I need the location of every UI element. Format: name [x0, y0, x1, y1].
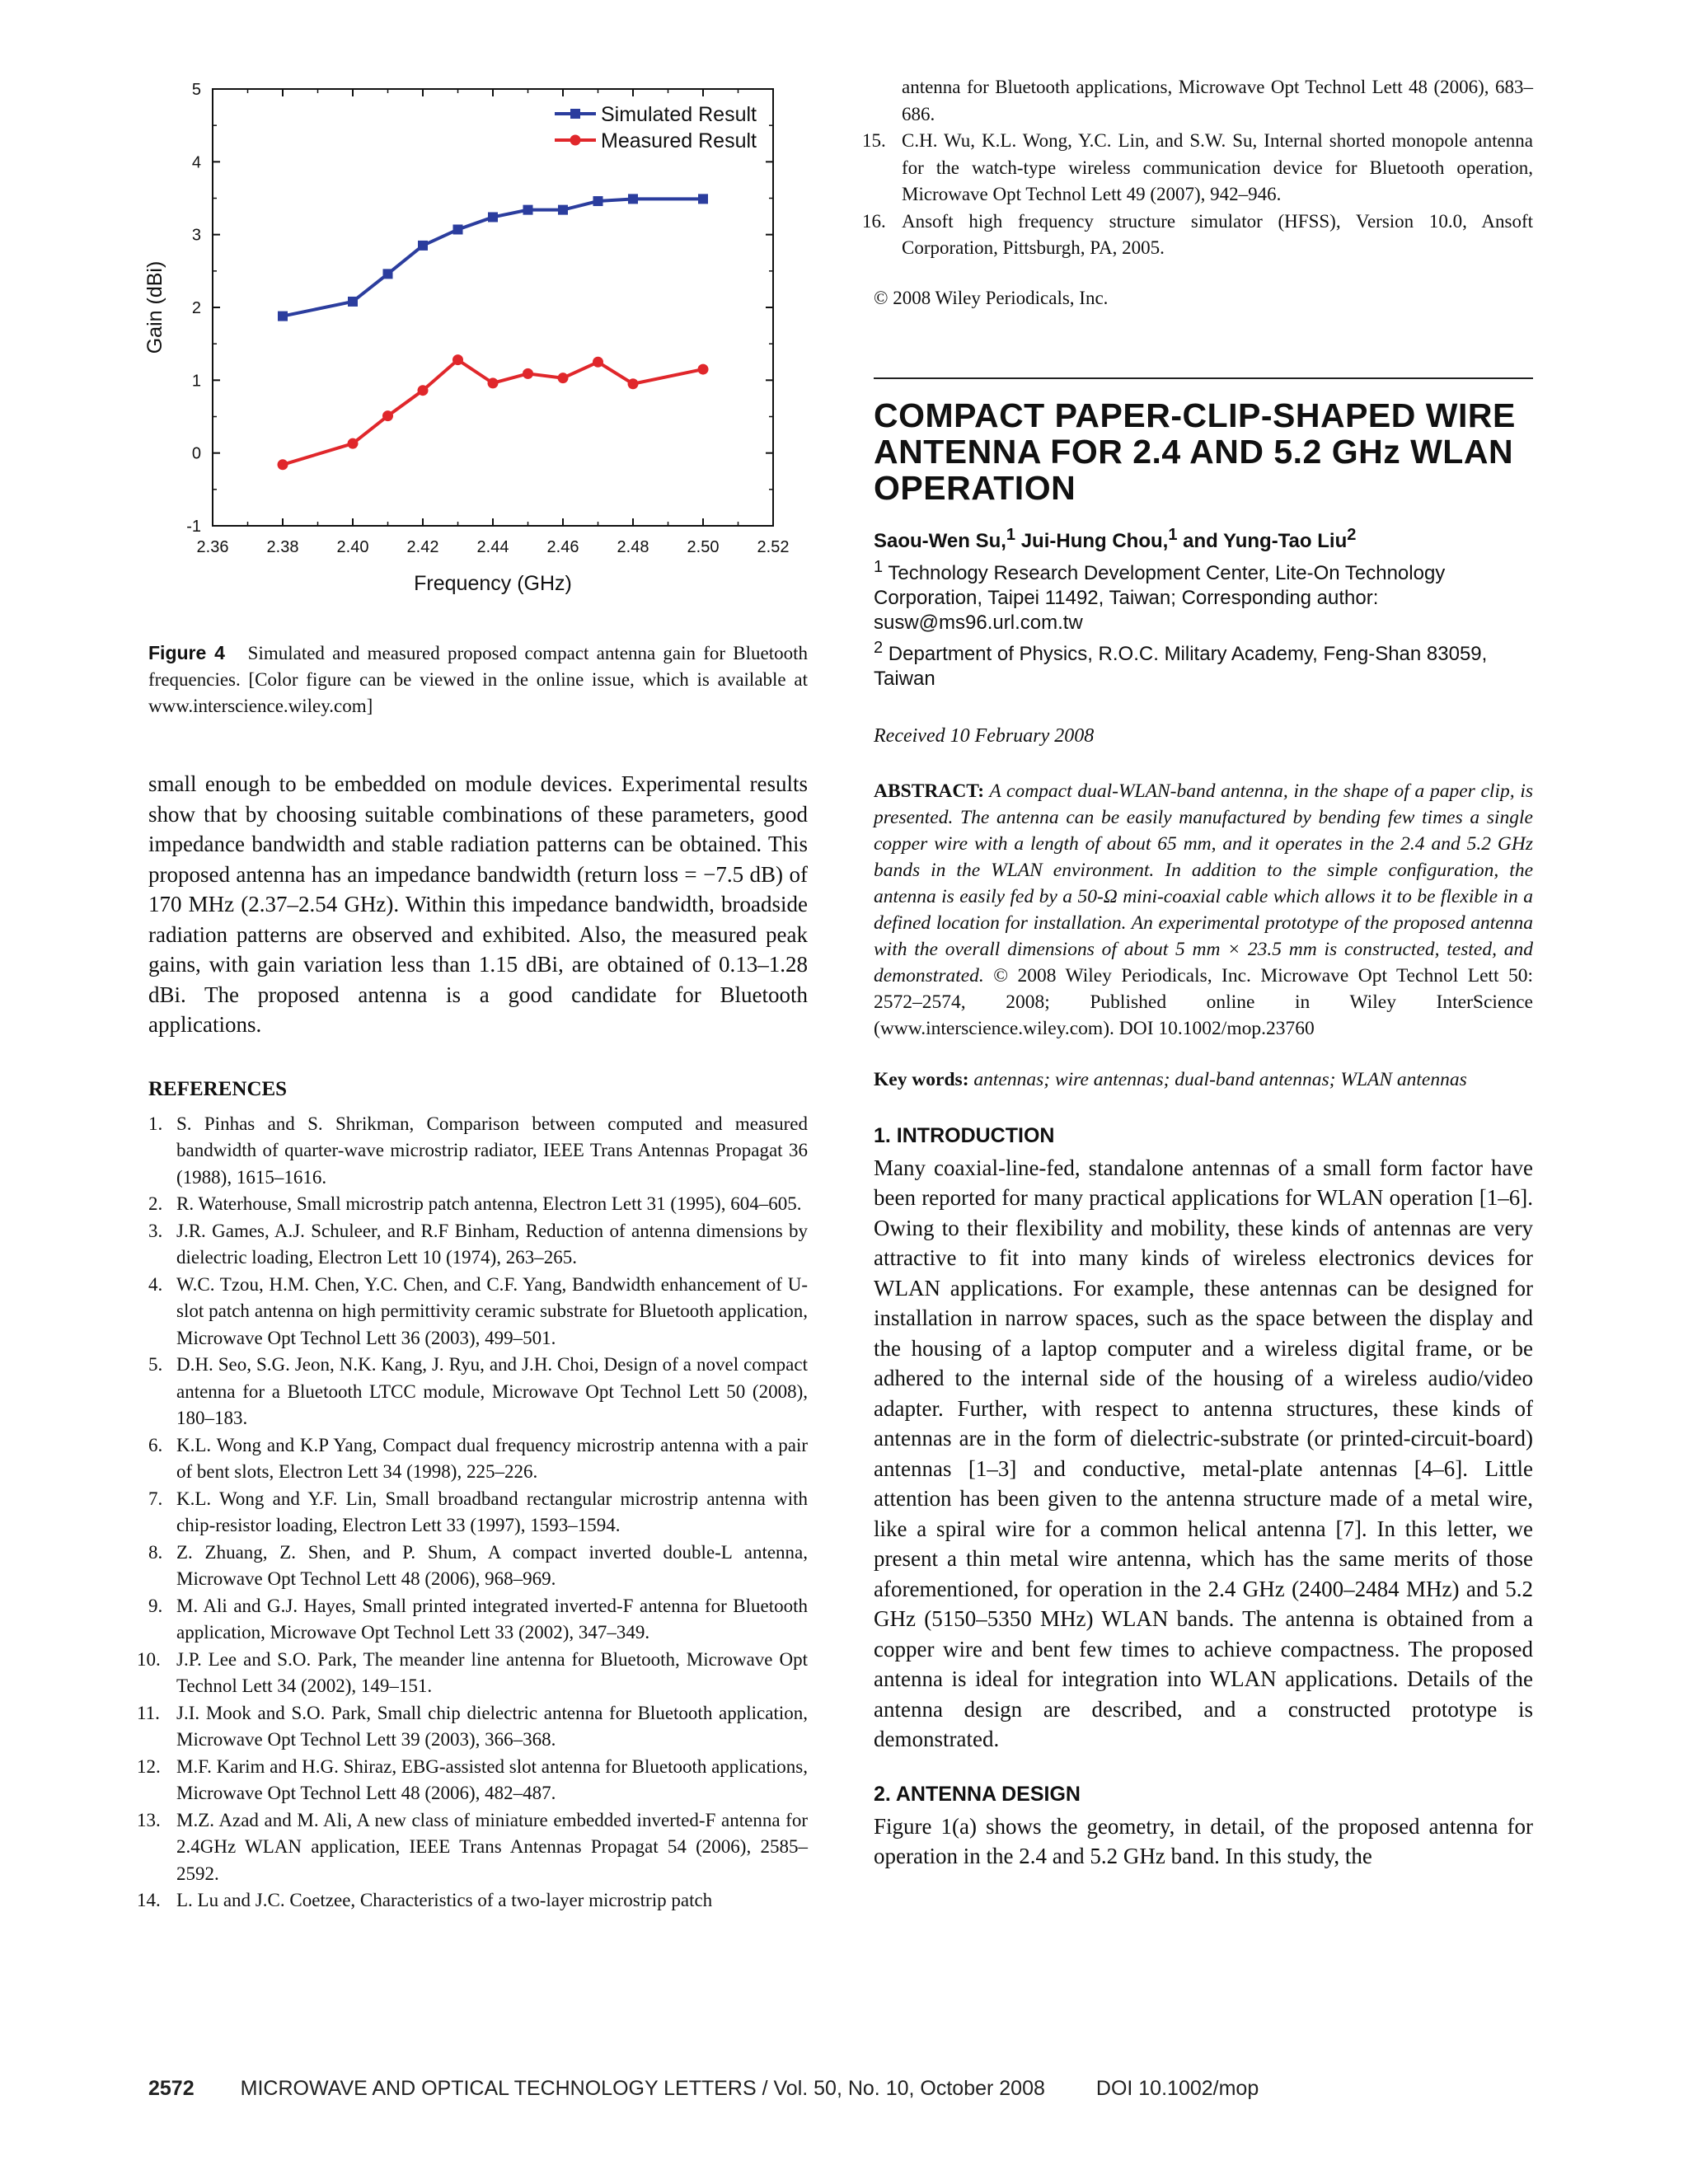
y-tick-label: 1 [191, 372, 201, 391]
reference-item [148, 1218, 808, 1272]
reference-text: M. Ali and G.J. Hayes, Small printed integrated inverted-F antenna for Bluetooth application, Microwave Opt Technol Lett 33 (2002), 347–349. [176, 1595, 808, 1643]
affiliation-2 [874, 635, 1533, 691]
reference-item [137, 1700, 808, 1754]
data-point-measured [348, 438, 359, 449]
data-point-measured [558, 373, 569, 383]
reference-item [148, 1593, 808, 1647]
reference-item [137, 1807, 808, 1888]
x-tick-label: 2.50 [687, 538, 720, 556]
reference-text: L. Lu and J.C. Coetzee, Characteristics of a two-layer microstrip patch [176, 1890, 713, 1910]
reference-text: M.F. Karim and H.G. Shiraz, EBG-assisted slot antenna for Bluetooth applications, Microwave Opt Technol Lett 48 (2006), 482–487. [176, 1755, 808, 1803]
x-axis-label: Frequency (GHz) [414, 572, 572, 595]
legend-marker [570, 135, 581, 146]
x-tick-label: 2.46 [546, 538, 579, 556]
right-column [862, 74, 1533, 1872]
affiliation-2-sup: 2 [874, 639, 884, 657]
article-authors [874, 526, 1533, 553]
reference-number: 15. [862, 130, 886, 151]
data-point-simulated [488, 212, 498, 222]
data-point-measured [418, 385, 429, 396]
x-tick-label: 2.52 [757, 538, 790, 556]
figure-4-caption [148, 640, 808, 719]
reference-text: K.L. Wong and K.P Yang, Compact dual frequency microstrip antenna with a pair of bent slots, Electron Lett 34 (1998), 225–226. [176, 1434, 808, 1482]
reference-text: S. Pinhas and S. Shrikman, Comparison between computed and measured bandwidth of quarter-wave microstrip radiator, IEEE Trans Antennas Propagat 36 (1988), 1615–1616. [176, 1113, 808, 1188]
gain-chart [138, 74, 798, 602]
data-point-simulated [278, 312, 288, 321]
footer-doi: DOI 10.1002/mop [1095, 2077, 1259, 2100]
reference-item [862, 128, 1533, 209]
copyright-notice: © 2008 Wiley Periodicals, Inc. [874, 287, 1109, 308]
data-point-measured [593, 357, 603, 368]
data-point-measured [628, 378, 639, 389]
reference-list [137, 1111, 808, 1915]
data-point-simulated [593, 196, 603, 206]
left-column [137, 74, 809, 1915]
data-point-simulated [453, 224, 463, 234]
reference-item [137, 1647, 808, 1700]
x-tick-label: 2.36 [196, 538, 229, 556]
x-tick-label: 2.48 [617, 538, 649, 556]
reference-text: C.H. Wu, K.L. Wong, Y.C. Lin, and S.W. Su, Internal shorted monopole antenna for the watch-type wireless communication device for Bluetooth operation, Microwave Opt Technol Lett 49 (2007), 942–946. [902, 130, 1533, 204]
reference-list-continued [862, 74, 1533, 262]
page-footer [148, 2077, 1259, 2101]
reference-number: 16. [862, 210, 886, 232]
reference-text: J.R. Games, A.J. Schuleer, and R.F Binham, Reduction of antenna dimensions by dielectric loading, Electron Lett 10 (1974), 263–265. [176, 1220, 808, 1268]
data-point-measured [382, 410, 393, 421]
reference-number: 7. [148, 1488, 163, 1509]
reference-item [148, 1111, 808, 1192]
affiliation-2-text: Department of Physics, R.O.C. Military Academy, Feng-Shan 83059, Taiwan [874, 643, 1488, 690]
keywords-text: antennas; wire antennas; dual-band antennas; WLAN antennas [968, 1068, 1467, 1090]
data-point-measured [452, 354, 463, 365]
reference-item [148, 1272, 808, 1352]
reference-text: D.H. Seo, S.G. Jeon, N.K. Kang, J. Ryu, and J.H. Choi, Design of a novel compact antenna for a Bluetooth LTCC module, Microwave Opt Technol Lett 50 (2008), 180–183. [176, 1354, 808, 1428]
reference-text: W.C. Tzou, H.M. Chen, Y.C. Chen, and C.F. Yang, Bandwidth enhancement of U-slot patch antenna on high permittivity ceramic substrate for Bluetooth application, Microwave Opt Technol Lett 36 (2003), 499–501. [176, 1273, 808, 1348]
data-point-measured [698, 364, 709, 375]
reference-number: 13. [137, 1809, 161, 1830]
reference-number: 4. [148, 1273, 163, 1295]
keywords-label: Key words: [874, 1068, 969, 1090]
x-tick-label: 2.42 [406, 538, 439, 556]
author-2-sup: 1 [1168, 526, 1178, 544]
data-point-measured [278, 459, 288, 470]
data-point-measured [488, 377, 499, 388]
data-point-measured [523, 368, 533, 379]
reference-number: 6. [148, 1434, 163, 1455]
reference-text: Z. Zhuang, Z. Shen, and P. Shum, A compact inverted double-L antenna, Microwave Opt Technol Lett 48 (2006), 968–969. [176, 1541, 808, 1589]
section-1-heading: 1. INTRODUCTION [874, 1123, 1055, 1147]
data-point-simulated [558, 205, 568, 215]
reference-number: 12. [137, 1755, 161, 1777]
data-point-simulated [523, 205, 533, 215]
affiliation-1-text: Technology Research Development Center, Lite-On Technology Corporation, Taipei 11492, Taiwan; Corresponding author: susw@ms96.url.com.tw [874, 562, 1446, 634]
legend-marker [570, 109, 580, 119]
author-3-sup: 2 [1347, 526, 1357, 544]
page-number: 2572 [148, 2077, 195, 2100]
x-tick-label: 2.40 [336, 538, 369, 556]
y-tick-label: 4 [191, 153, 201, 172]
reference-item [148, 1540, 808, 1593]
data-point-simulated [418, 241, 428, 251]
reference-text: K.L. Wong and Y.F. Lin, Small broadband rectangular microstrip antenna with chip-resistor loading, Electron Lett 33 (1997), 1593–1594. [176, 1488, 808, 1535]
reference-item [148, 1486, 808, 1540]
abstract-text: A compact dual-WLAN-band antenna, in the shape of a paper clip, is presented. The antenna can be easily manufactured by bending few times a single copper wire with a length of about 65 mm, and it operates in the 2.4 and 5.2 GHz bands in the WLAN environment. In addition to the simple configuration, the antenna is easily fed by a 50-Ω mini-coaxial cable which allows it to be flexible in a defined location for installation. An experimental prototype of the proposed antenna with the overall dimensions of about 5 mm × 23.5 mm is constructed, tested, and demonstrated. [874, 780, 1533, 987]
reference-text: R. Waterhouse, Small microstrip patch antenna, Electron Lett 31 (1995), 604–605. [176, 1193, 802, 1214]
reference-text: J.I. Mook and S.O. Park, Small chip dielectric antenna for Bluetooth application, Microwave Opt Technol Lett 39 (2003), 366–368. [176, 1702, 808, 1750]
reference-text: M.Z. Azad and M. Ali, A new class of miniature embedded inverted-F antenna for 2.4GHz WLAN application, IEEE Trans Antennas Propagat 54 (2006), 2585–2592. [176, 1809, 808, 1884]
reference-text: J.P. Lee and S.O. Park, The meander line antenna for Bluetooth, Microwave Opt Technol Lett 34 (2002), 149–151. [176, 1648, 808, 1696]
reference-item [137, 1754, 808, 1807]
article-title: COMPACT PAPER-CLIP-SHAPED WIRE ANTENNA FOR 2.4 AND 5.2 GHz WLAN OPERATION [874, 396, 1516, 507]
affiliation-1-sup: 1 [874, 558, 884, 576]
reference-item [862, 209, 1533, 262]
abstract [874, 778, 1533, 1042]
y-tick-label: 3 [191, 226, 201, 245]
section-1-body: Many coaxial-line-fed, standalone antennas of a small form factor have been reported for many practical applications for WLAN operation [1–6]. Owing to their flexibility and mobility, these kinds of antennas are very attractive to fit into many kinds of wireless electronics devices for WLAN applications. For example, these antennas can be designed for installation in narrow spaces, such as the space between the display and the housing of a laptop computer and a wireless digital frame, or be adhered to the internal side of the housing of a wireless audio/video adapter. Further, with respect to antenna structures, these kinds of antennas are in the form of dielectric-substrate (or printed-circuit-board) antennas [1–3] and conductive, metal-plate antennas [4–6]. Little attention has been given to the antenna structure made of a metal wire, like a spiral wire for a common helical antenna [7]. In this letter, we present a thin metal wire antenna, which has the same merits of those aforementioned, for operation in the 2.4 GHz (2400–2484 MHz) and 5.2 GHz (5150–5350 MHz) WLAN bands. The antenna is obtained from a copper wire and bent few times to achieve compactness. The proposed antenna is ideal for integration into WLAN applications. Details of the antenna design are described, and a constructed prototype is demonstrated. [874, 1155, 1533, 1751]
reference-number: 11. [137, 1702, 160, 1723]
author-1-sup: 1 [1006, 526, 1016, 544]
x-tick-label: 2.44 [476, 538, 509, 556]
data-point-simulated [628, 194, 638, 204]
affiliation-1 [874, 555, 1533, 635]
data-point-simulated [698, 194, 708, 204]
series-line-2 [283, 360, 703, 465]
figure-label: Figure 4 [148, 642, 225, 663]
section-2-body: Figure 1(a) shows the geometry, in detail, of the proposed antenna for operation in the 2.4 and 5.2 GHz band. In this study, the [874, 1813, 1533, 1868]
author-1: Saou-Wen Su, [874, 530, 1006, 552]
reference-number: 9. [148, 1595, 163, 1616]
data-point-simulated [383, 269, 393, 279]
figure-caption-text: Simulated and measured proposed compact antenna gain for Bluetooth frequencies. [Color figure can be viewed in the online issue, which is available at www.interscience.wiley.com] [148, 643, 809, 716]
reference-text: Ansoft high frequency structure simulator (HFSS), Version 10.0, Ansoft Corporation, Pittsburgh, PA, 2005. [902, 210, 1533, 258]
reference-item [148, 1352, 808, 1432]
reference-number: 10. [137, 1648, 161, 1670]
reference-number: 2. [148, 1193, 163, 1214]
reference-item [148, 1432, 808, 1486]
reference-number: 8. [148, 1541, 163, 1563]
y-tick-label: -1 [186, 518, 201, 536]
reference-number: 1. [148, 1113, 163, 1134]
reference-item [874, 74, 1533, 128]
abstract-citation: © 2008 Wiley Periodicals, Inc. Microwave Opt Technol Lett 50: 2572–2574, 2008; Published online in Wiley InterScience (www.interscience.wiley.com). DOI 10.1002/mop.23760 [874, 964, 1533, 1039]
reference-number: 14. [137, 1890, 161, 1910]
author-3: and Yung-Tao Liu [1177, 530, 1348, 552]
keywords [874, 1066, 1533, 1093]
reference-text: antenna for Bluetooth applications, Microwave Opt Technol Lett 48 (2006), 683–686. [902, 77, 1533, 124]
legend-label: Simulated Result [601, 103, 757, 126]
received-date: Received 10 February 2008 [874, 725, 1095, 747]
author-2: Jui-Hung Chou, [1015, 530, 1169, 552]
y-axis-label: Gain (dBi) [143, 260, 166, 354]
reference-item [137, 1887, 808, 1915]
reference-number: 5. [148, 1354, 163, 1375]
y-tick-label: 5 [191, 81, 201, 99]
references-heading: REFERENCES [148, 1077, 288, 1100]
abstract-label: ABSTRACT: [874, 780, 985, 802]
y-tick-label: 0 [191, 444, 201, 463]
x-tick-label: 2.38 [266, 538, 299, 556]
y-tick-label: 2 [191, 299, 201, 317]
section-divider [874, 377, 1533, 379]
journal-name: MICROWAVE AND OPTICAL TECHNOLOGY LETTERS / Vol. 50, No. 10, October 2008 [240, 2077, 1045, 2100]
reference-number: 3. [148, 1220, 163, 1241]
data-point-simulated [348, 297, 358, 307]
references-section [137, 1077, 808, 1915]
legend-label: Measured Result [601, 129, 757, 152]
body-paragraph-left: small enough to be embedded on module devices. Experimental results show that by choosing suitable combinations of these parameters, good impedance bandwidth and stable radiation patterns can be obtained. This proposed antenna has an impedance bandwidth (return loss = −7.5 dB) of 170 MHz (2.37–2.54 GHz). Within this impedance bandwidth, broadside radiation patterns are observed and exhibited. Also, the measured peak gains, with gain variation less than 1.15 dBi, are obtained of 0.13–1.28 dBi. The proposed antenna is a good candidate for Bluetooth applications. [148, 771, 808, 1037]
reference-item [148, 1191, 808, 1218]
section-2-heading: 2. ANTENNA DESIGN [874, 1782, 1081, 1806]
